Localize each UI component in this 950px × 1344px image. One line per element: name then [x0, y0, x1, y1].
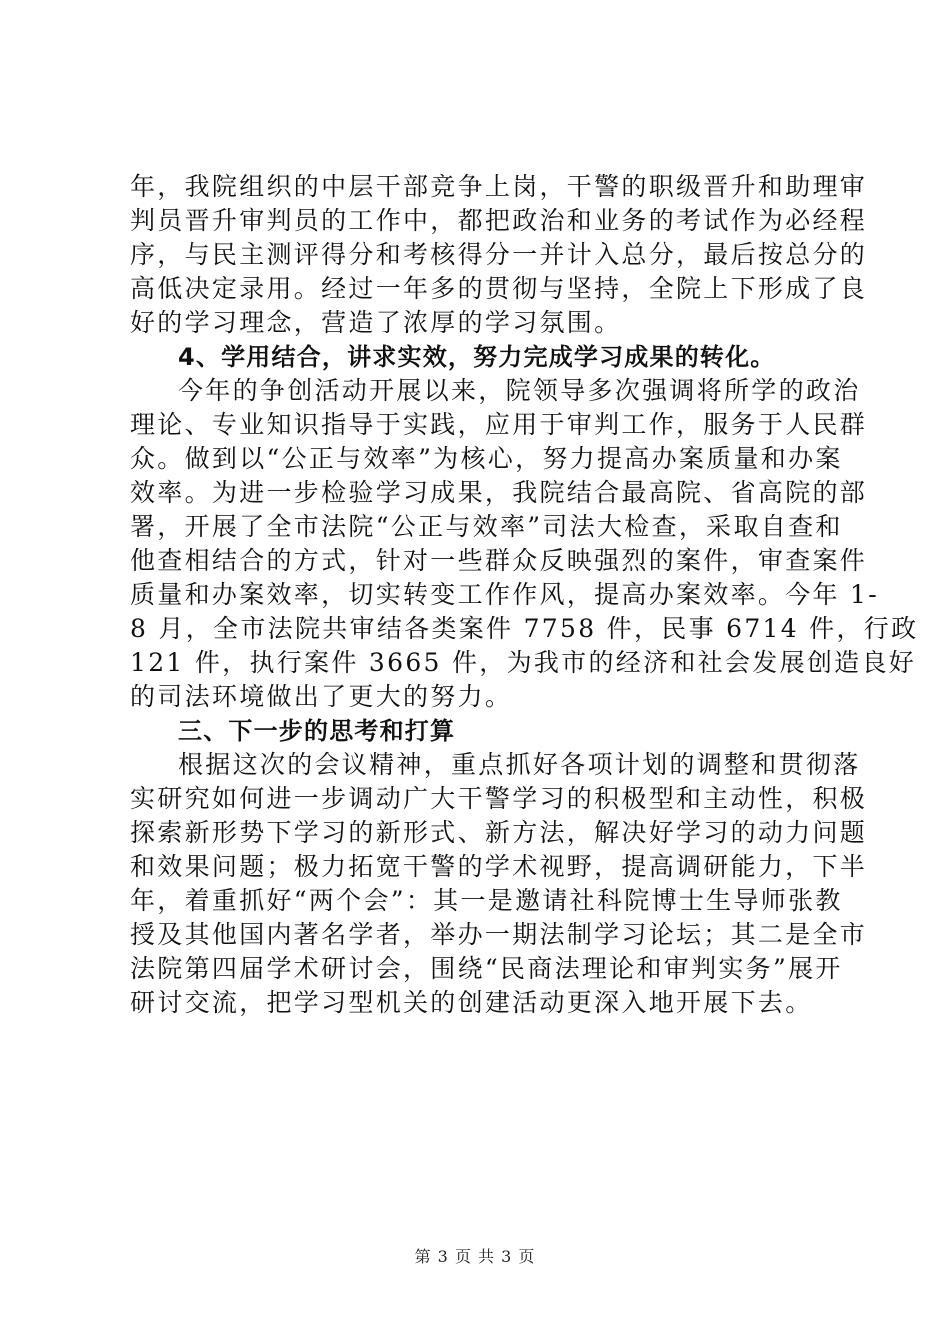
text-line: 和效果问题；极力拓宽干警的学术视野，提高调研能力，下半 [130, 852, 868, 881]
page-footer: 第 3 页 共 3 页 [414, 1247, 536, 1266]
paragraph-3 [130, 748, 868, 1020]
section-heading-3: 三、下一步的思考和打算 [178, 717, 456, 745]
text-line: 众。做到以“公正与效率”为核心，努力提高办案质量和办案 [130, 444, 843, 473]
text-line: 序，与民主测评得分和考核得分一并计入总分，最后按总分的 [130, 240, 868, 269]
document-body [130, 170, 919, 1020]
text-line: 高低决定录用。经过一年多的贯彻与坚持，全院上下形成了良 [130, 274, 868, 303]
section-heading-4: 4、学用结合，讲求实效，努力完成学习成果的转化。 [178, 343, 776, 371]
paragraph-2 [130, 374, 919, 714]
text-line: 研讨交流，把学习型机关的创建活动更深入地开展下去。 [130, 988, 813, 1017]
text-line: 署，开展了全市法院“公正与效率”司法大检查，采取自查和 [130, 512, 843, 541]
text-line: 质量和办案效率，切实转变工作作风，提高办案效率。今年 1- [130, 580, 880, 609]
text-line: 判员晋升审判员的工作中，都把政治和业务的考试作为必经程 [130, 206, 868, 235]
text-line: 8 月，全市法院共审结各类案件 7758 件，民事 6714 件，行政 [130, 614, 919, 643]
text-line: 理论、专业知识指导于实践，应用于审判工作，服务于人民群 [130, 410, 868, 439]
text-line: 实研究如何进一步调动广大干警学习的积极型和主动性，积极 [130, 784, 868, 813]
text-line: 探索新形势下学习的新形式、新方法，解决好学习的动力问题 [130, 818, 868, 847]
text-line: 年，着重抓好“两个会”：其一是邀请社科院博士生导师张教 [130, 886, 843, 915]
text-line: 的司法环境做出了更大的努力。 [130, 682, 513, 711]
text-line: 效率。为进一步检验学习成果，我院结合最高院、省高院的部 [130, 478, 868, 507]
text-line: 授及其他国内著名学者，举办一期法制学习论坛；其二是全市 [130, 920, 868, 949]
paragraph-1 [130, 170, 868, 340]
text-line: 法院第四届学术研讨会，围绕“民商法理论和审判实务”展开 [130, 954, 843, 983]
text-line: 根据这次的会议精神，重点抓好各项计划的调整和贯彻落 [178, 750, 861, 779]
text-line: 好的学习理念，营造了浓厚的学习氛围。 [130, 308, 622, 337]
text-line: 121 件，执行案件 3665 件，为我市的经济和社会发展创造良好 [130, 648, 917, 677]
text-line: 年，我院组织的中层干部竞争上岗，干警的职级晋升和助理审 [130, 172, 868, 201]
text-line: 他查相结合的方式，针对一些群众反映强烈的案件，审查案件 [130, 546, 868, 575]
text-line: 今年的争创活动开展以来，院领导多次强调将所学的政治 [178, 376, 861, 405]
